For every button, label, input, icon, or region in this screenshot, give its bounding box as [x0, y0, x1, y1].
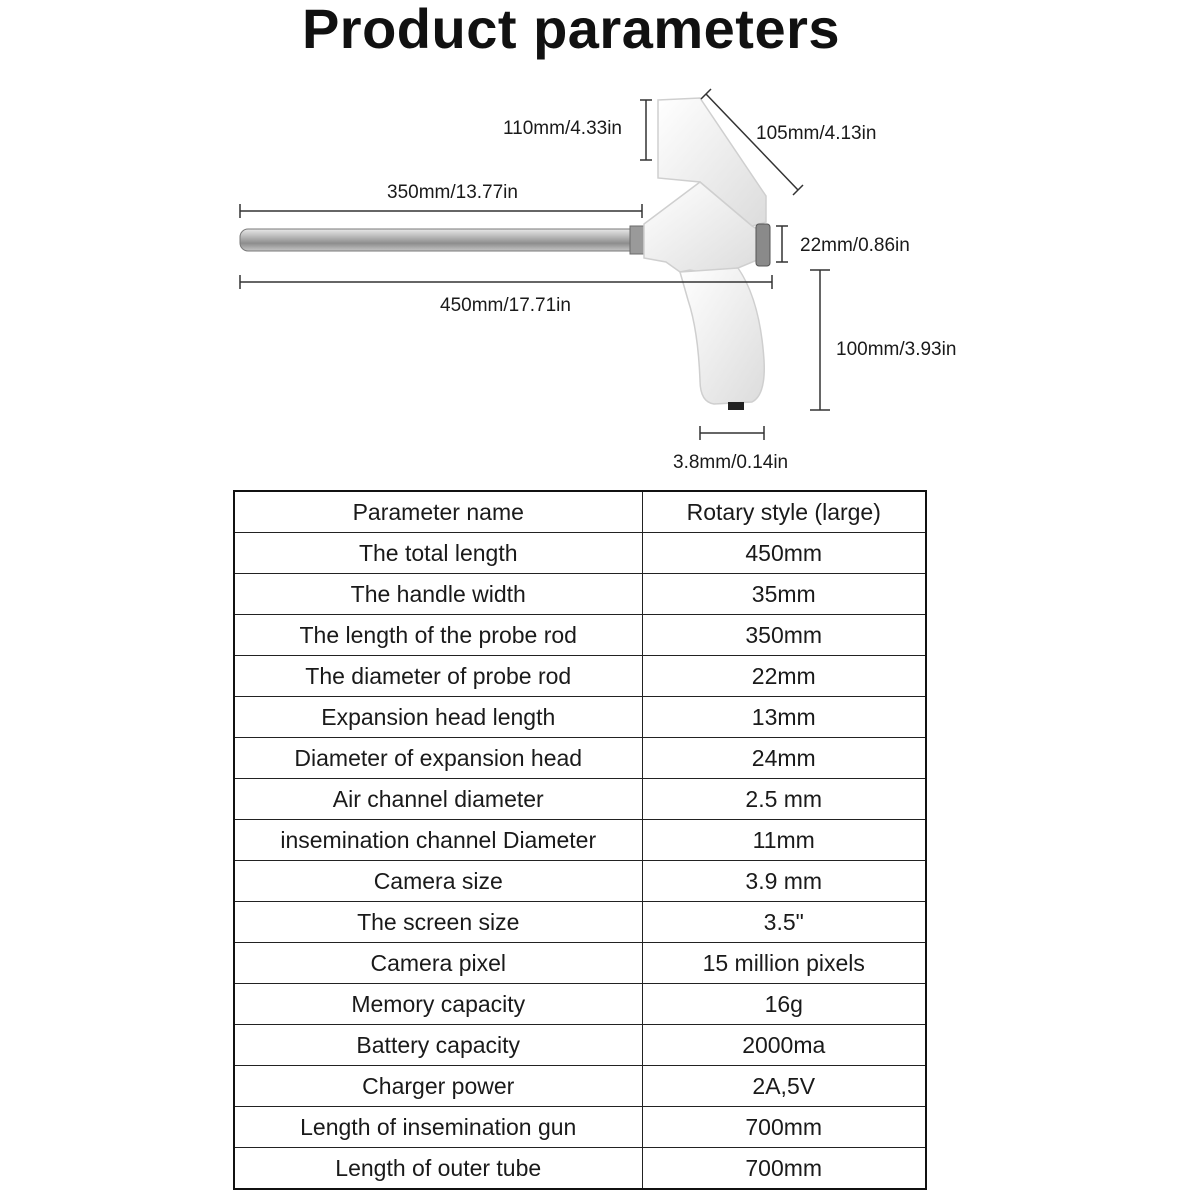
parameter-value-cell: 700mm [642, 1107, 926, 1148]
parameter-name-cell: Air channel diameter [234, 779, 642, 820]
parameter-value-cell: 350mm [642, 615, 926, 656]
table-row [234, 984, 926, 1025]
parameter-value-cell: 2.5 mm [642, 779, 926, 820]
parameter-value-cell: 24mm [642, 738, 926, 779]
dim-head-height: 110mm/4.33in [503, 118, 622, 139]
table-row [234, 738, 926, 779]
parameter-name-cell: The total length [234, 533, 642, 574]
column-header-value: Rotary style (large) [642, 491, 926, 533]
parameter-value-cell: 22mm [642, 656, 926, 697]
table-body [234, 533, 926, 1190]
parameter-name-cell: Camera size [234, 861, 642, 902]
parameter-name-cell: The diameter of probe rod [234, 656, 642, 697]
probe-rod [240, 226, 644, 254]
table-row [234, 574, 926, 615]
dim-total-length: 450mm/17.71in [440, 295, 571, 316]
table-row [234, 1025, 926, 1066]
parameter-value-cell: 35mm [642, 574, 926, 615]
parameter-value-cell: 3.9 mm [642, 861, 926, 902]
parameter-name-cell: Diameter of expansion head [234, 738, 642, 779]
parameter-value-cell: 700mm [642, 1148, 926, 1190]
table-row [234, 1107, 926, 1148]
table-row [234, 1148, 926, 1190]
table-row [234, 861, 926, 902]
parameter-value-cell: 11mm [642, 820, 926, 861]
parameter-name-cell: The handle width [234, 574, 642, 615]
parameter-name-cell: The screen size [234, 902, 642, 943]
table-row [234, 697, 926, 738]
column-header-parameter: Parameter name [234, 491, 642, 533]
table-row [234, 1066, 926, 1107]
parameter-value-cell: 15 million pixels [642, 943, 926, 984]
dim-probe-diameter: 22mm/0.86in [800, 235, 910, 256]
dim-head-width: 105mm/4.13in [756, 123, 877, 144]
page-title: Product parameters [301, 0, 841, 60]
parameter-name-cell: Camera pixel [234, 943, 642, 984]
parameter-value-cell: 2000ma [642, 1025, 926, 1066]
parameter-value-cell: 13mm [642, 697, 926, 738]
parameter-table [233, 490, 927, 1190]
dim-port-width: 3.8mm/0.14in [673, 452, 789, 473]
table-row [234, 943, 926, 984]
table-row [234, 820, 926, 861]
parameter-value-cell: 3.5" [642, 902, 926, 943]
table-row [234, 533, 926, 574]
parameter-name-cell: Length of outer tube [234, 1148, 642, 1190]
table-row [234, 902, 926, 943]
dim-probe-length: 350mm/13.77in [387, 182, 518, 203]
parameter-name-cell: Charger power [234, 1066, 642, 1107]
parameter-name-cell: Expansion head length [234, 697, 642, 738]
parameter-name-cell: insemination channel Diameter [234, 820, 642, 861]
parameter-name-cell: Battery capacity [234, 1025, 642, 1066]
dim-handle-height: 100mm/3.93in [836, 339, 957, 360]
parameter-name-cell: Memory capacity [234, 984, 642, 1025]
parameter-name-cell: Length of insemination gun [234, 1107, 642, 1148]
table-row [234, 656, 926, 697]
parameter-value-cell: 2A,5V [642, 1066, 926, 1107]
table-row [234, 615, 926, 656]
parameter-value-cell: 16g [642, 984, 926, 1025]
parameter-value-cell: 450mm [642, 533, 926, 574]
parameter-name-cell: The length of the probe rod [234, 615, 642, 656]
table-header-row [234, 491, 926, 533]
product-figure [0, 0, 1200, 480]
product-drawing [0, 0, 1200, 480]
table-row [234, 779, 926, 820]
